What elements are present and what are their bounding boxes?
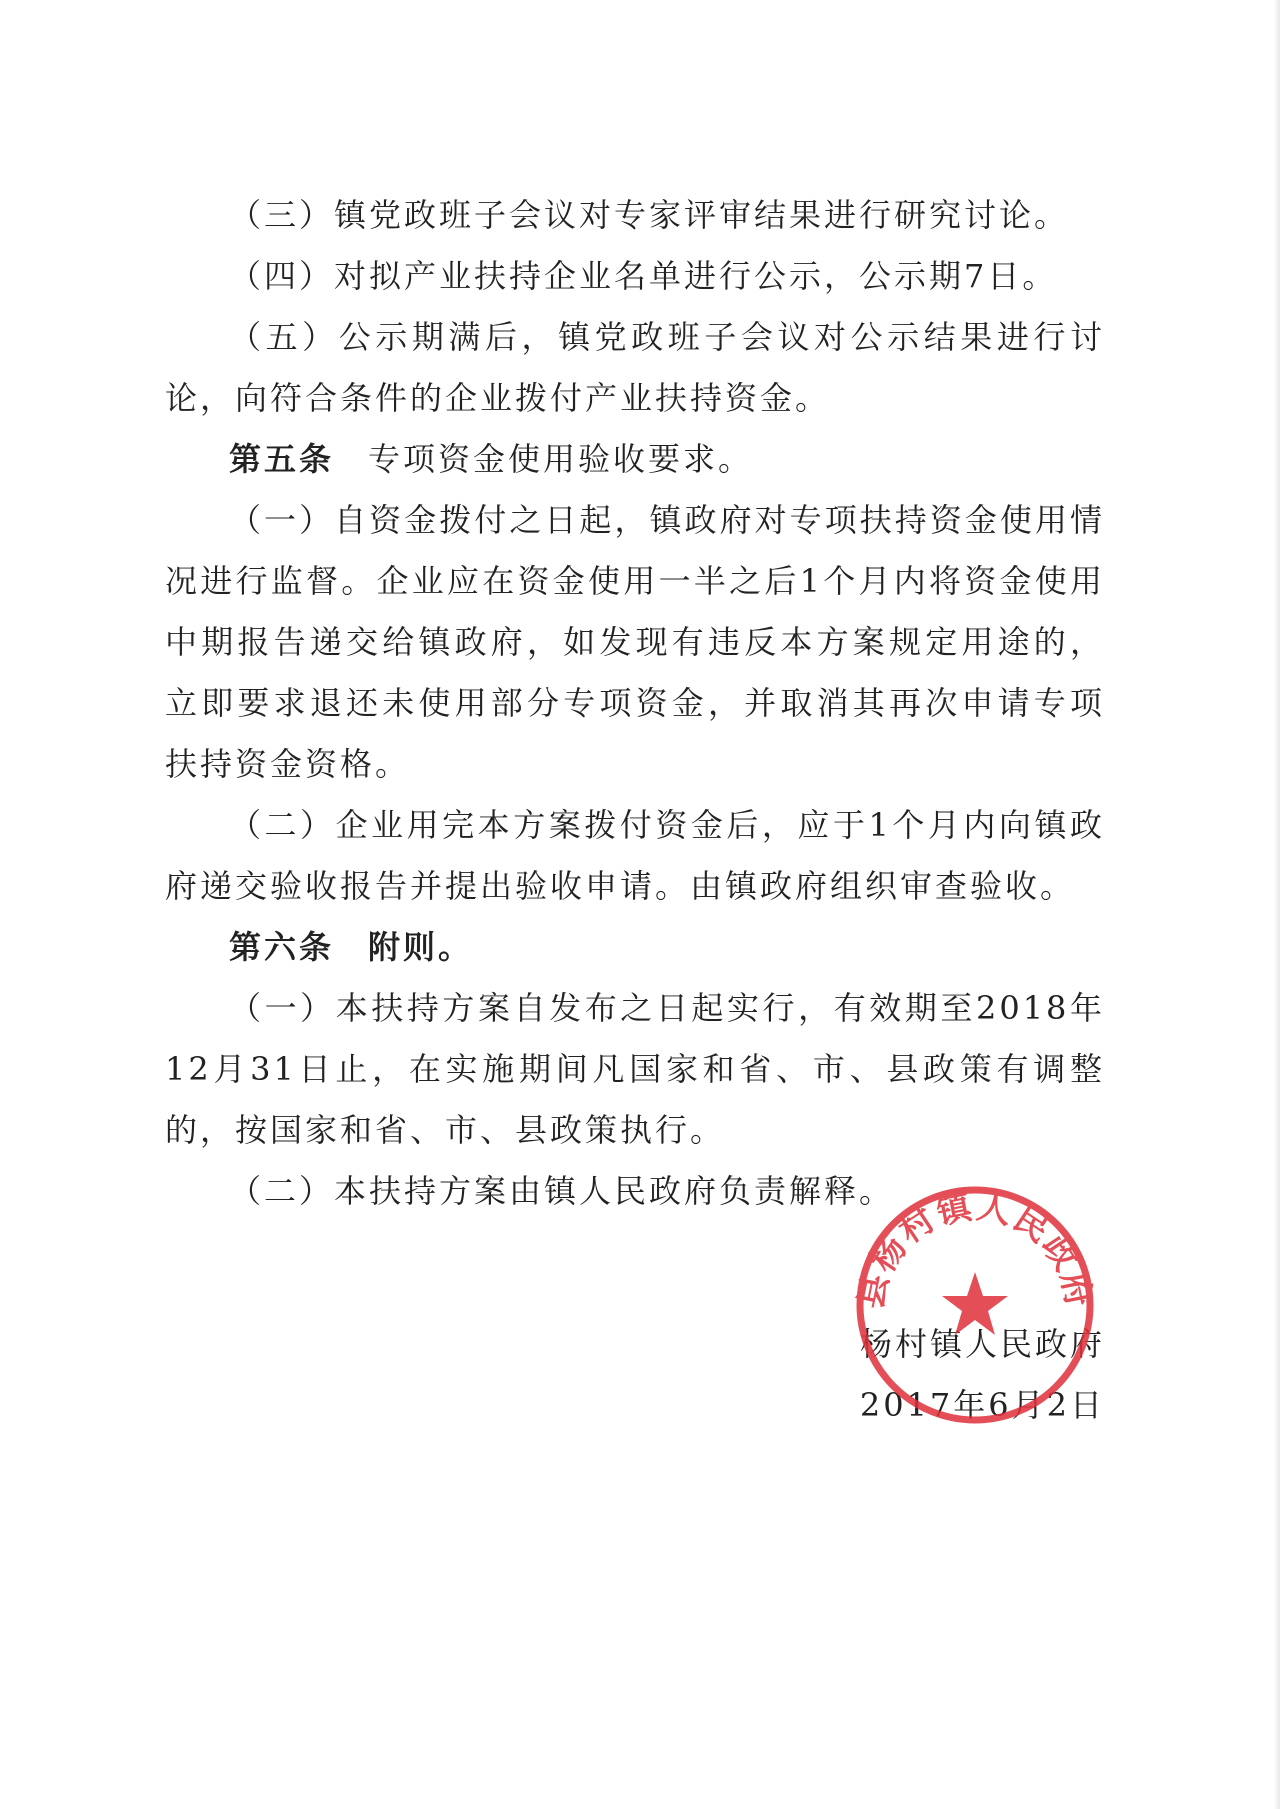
issue-date: 2017年6月2日: [859, 1386, 1105, 1424]
paragraph-item-4: （四）对拟产业扶持企业名单进行公示，公示期7日。: [229, 257, 1058, 295]
issuer-name: 杨村镇人民政府: [859, 1325, 1105, 1363]
paragraph-item-3: （三）镇党政班子会议对专家评审结果进行研究讨论。: [229, 196, 1070, 234]
article-6-number: 第六条: [229, 928, 335, 966]
article-6-title: 附则。: [368, 928, 474, 966]
article-5-item-1: （一）自资金拨付之日起，镇政府对专项扶持资金使用情况进行监督。企业应在资金使用一半之后1个月内将资金使用中期报告递交给镇政府，如发现有违反本方案规定用途的，立即要求退还未使用部分专项资金，并取消其再次申请专项扶持资金资格。: [165, 501, 1105, 783]
article-6-heading: [165, 917, 1105, 978]
article-6-item-1: （一）本扶持方案自发布之日起实行，有效期至2018年12月31日止，在实施期间凡国家和省、市、县政策有调整的，按国家和省、市、县政策执行。: [165, 989, 1105, 1149]
paragraph-item-5: （五）公示期满后，镇党政班子会议对公示结果进行讨论，向符合条件的企业拨付产业扶持资金。: [165, 318, 1105, 417]
svg-text:县杨村镇人民政府: 县杨村镇人民政府: [850, 1186, 1100, 1313]
article-5-heading: [165, 429, 1105, 490]
article-5-number: 第五条: [229, 440, 335, 478]
article-5-title: 专项资金使用验收要求。: [368, 440, 754, 478]
article-6-item-2: （二）本扶持方案由镇人民政府负责解释。: [229, 1172, 895, 1210]
official-seal-icon: [850, 1180, 1100, 1430]
document-body: [165, 185, 1105, 1222]
article-5-item-2: （二）企业用完本方案拨付资金后，应于1个月内向镇政府递交验收报告并提出验收申请。由镇政府组织审查验收。: [165, 806, 1105, 905]
page-edge-shadow: [1274, 0, 1280, 1809]
